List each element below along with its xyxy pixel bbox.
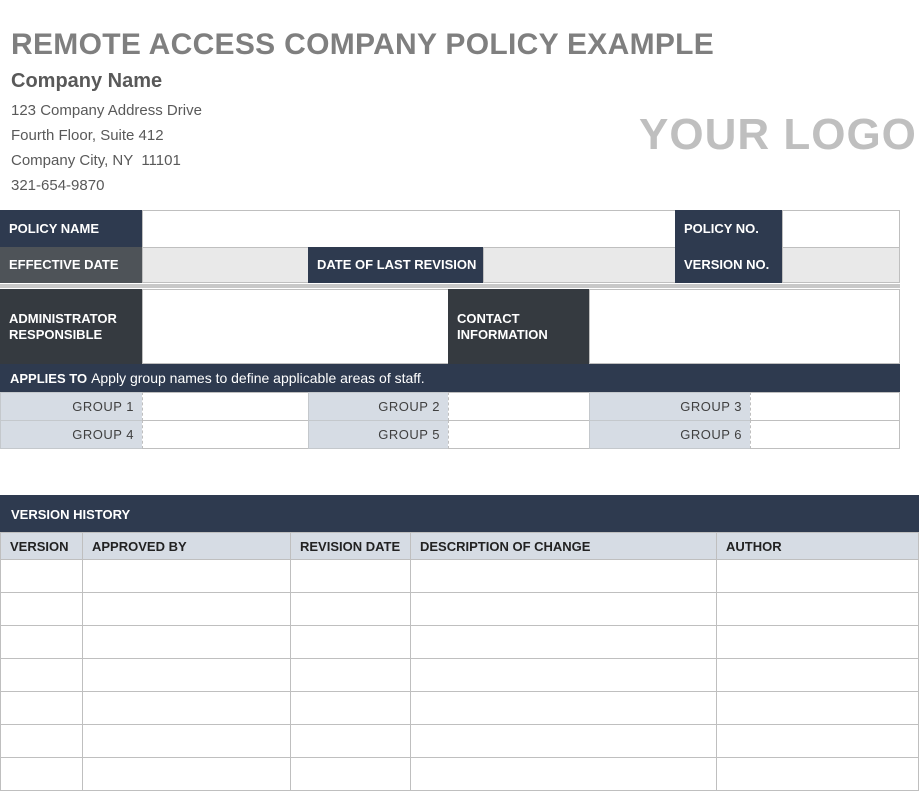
table-cell-author[interactable] [716, 592, 919, 626]
last-revision-label: DATE OF LAST REVISION [308, 247, 484, 283]
column-header-approved-by: APPROVED BY [82, 532, 291, 560]
table-cell-revision-date[interactable] [290, 658, 411, 692]
table-cell-description[interactable] [410, 625, 717, 659]
table-cell-description[interactable] [410, 757, 717, 791]
table-cell-author[interactable] [716, 691, 919, 725]
table-cell-approved-by[interactable] [82, 724, 291, 758]
table-cell-approved-by[interactable] [82, 625, 291, 659]
table-cell-approved-by[interactable] [82, 691, 291, 725]
table-cell-approved-by[interactable] [82, 559, 291, 593]
table-cell-version[interactable] [0, 559, 83, 593]
group-label-1: GROUP 1 [0, 392, 143, 421]
group-field-4[interactable] [142, 420, 309, 449]
table-cell-approved-by[interactable] [82, 592, 291, 626]
group-field-3[interactable] [750, 392, 900, 421]
contact-label-line2: INFORMATION [457, 326, 548, 342]
table-cell-version[interactable] [0, 625, 83, 659]
address-line-1: 123 Company Address Drive [11, 102, 202, 119]
table-cell-revision-date[interactable] [290, 757, 411, 791]
logo-placeholder: YOUR LOGO [639, 110, 917, 159]
section-divider [0, 284, 900, 288]
column-header-version: VERSION [0, 532, 83, 560]
table-cell-description[interactable] [410, 559, 717, 593]
policy-no-field[interactable] [782, 210, 900, 248]
administrator-field[interactable] [142, 289, 449, 364]
table-cell-revision-date[interactable] [290, 559, 411, 593]
group-field-5[interactable] [448, 420, 590, 449]
page-title: REMOTE ACCESS COMPANY POLICY EXAMPLE [11, 28, 715, 61]
version-no-field[interactable] [782, 247, 900, 283]
administrator-label-line2: RESPONSIBLE [9, 326, 103, 342]
administrator-label [0, 289, 143, 364]
group-label-6: GROUP 6 [589, 420, 751, 449]
group-field-1[interactable] [142, 392, 309, 421]
table-cell-approved-by[interactable] [82, 757, 291, 791]
group-field-6[interactable] [750, 420, 900, 449]
phone-number: 321-654-9870 [11, 177, 105, 194]
table-cell-version[interactable] [0, 592, 83, 626]
version-history-title: VERSION HISTORY [0, 495, 919, 533]
group-field-2[interactable] [448, 392, 590, 421]
table-cell-author[interactable] [716, 559, 919, 593]
column-header-author: AUTHOR [716, 532, 919, 560]
applies-to-description: Apply group names to define applicable areas of staff. [91, 370, 425, 386]
policy-no-label: POLICY NO. [675, 210, 783, 248]
table-cell-version[interactable] [0, 757, 83, 791]
effective-date-field[interactable] [142, 247, 309, 283]
applies-to-label: APPLIES TO [10, 370, 88, 386]
contact-label [448, 289, 590, 364]
last-revision-field[interactable] [483, 247, 676, 283]
policy-name-field[interactable] [142, 210, 676, 248]
policy-name-label: POLICY NAME [0, 210, 143, 248]
table-cell-description[interactable] [410, 724, 717, 758]
company-name: Company Name [11, 70, 163, 92]
group-label-5: GROUP 5 [308, 420, 449, 449]
administrator-label-line1: ADMINISTRATOR [9, 310, 117, 326]
address-line-2: Fourth Floor, Suite 412 [11, 127, 164, 144]
table-cell-version[interactable] [0, 691, 83, 725]
effective-date-label: EFFECTIVE DATE [0, 247, 143, 283]
contact-label-line1: CONTACT [457, 310, 520, 326]
applies-to-bar [0, 364, 900, 392]
table-cell-description[interactable] [410, 592, 717, 626]
table-cell-description[interactable] [410, 691, 717, 725]
table-cell-author[interactable] [716, 757, 919, 791]
table-cell-approved-by[interactable] [82, 658, 291, 692]
table-cell-revision-date[interactable] [290, 625, 411, 659]
table-cell-author[interactable] [716, 658, 919, 692]
contact-field[interactable] [589, 289, 900, 364]
table-cell-description[interactable] [410, 658, 717, 692]
table-cell-author[interactable] [716, 724, 919, 758]
address-line-3: Company City, NY 11101 [11, 152, 181, 169]
table-cell-version[interactable] [0, 658, 83, 692]
table-cell-revision-date[interactable] [290, 592, 411, 626]
group-label-3: GROUP 3 [589, 392, 751, 421]
version-no-label: VERSION NO. [675, 247, 783, 283]
table-cell-revision-date[interactable] [290, 691, 411, 725]
table-cell-version[interactable] [0, 724, 83, 758]
group-label-2: GROUP 2 [308, 392, 449, 421]
column-header-revision-date: REVISION DATE [290, 532, 411, 560]
column-header-description: DESCRIPTION OF CHANGE [410, 532, 717, 560]
table-cell-author[interactable] [716, 625, 919, 659]
group-label-4: GROUP 4 [0, 420, 143, 449]
table-cell-revision-date[interactable] [290, 724, 411, 758]
